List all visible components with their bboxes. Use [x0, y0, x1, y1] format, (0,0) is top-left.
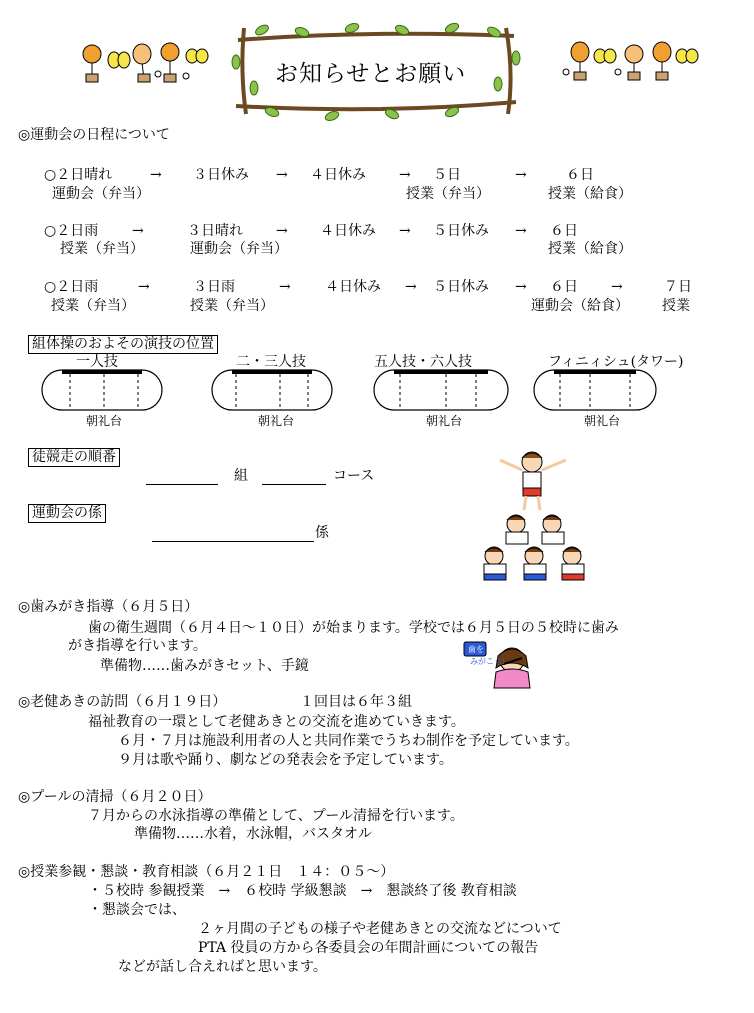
role-label: 係 [315, 525, 329, 541]
schedule-row1-event6: 授業（給食） [548, 186, 632, 202]
field-diagram-finish [532, 368, 658, 412]
position-label-five-six: 五人技・六人技 [374, 354, 472, 370]
position-label-pairs: 二・三人技 [236, 354, 306, 370]
position-label-finish: フィニィシュ(タワー) [548, 354, 684, 370]
duty-heading: 運動会の係 [28, 504, 106, 523]
arrow: → [611, 279, 623, 295]
role-blank [152, 527, 314, 547]
schedule-row2-event2: 授業（弁当） [60, 241, 144, 257]
stage-label: 朝礼台 [426, 414, 463, 428]
teeth-body-line1: 歯の衛生週間（６月４日～１０日）が始まります。学校では６月５日の５校時に歯み [88, 620, 619, 636]
flower-butterfly-decoration-right [562, 38, 702, 82]
arrow: → [276, 167, 288, 183]
schedule-row1-event2: 運動会（弁当） [52, 186, 150, 202]
schedule-row2-day2: ○２日雨 [44, 223, 99, 239]
schedule-row1-day4: ４日休み [310, 167, 366, 183]
teeth-items: 準備物……歯みがきセット、手鏡 [100, 658, 309, 674]
race-heading: 徒競走の順番 [28, 448, 120, 467]
elderly-line3: ９月は歌や踊り、劇などの発表会を予定しています。 [118, 752, 453, 768]
field-diagram-five-six [372, 368, 510, 412]
schedule-row1-day3: ３日休み [193, 167, 249, 183]
arrow: → [279, 279, 291, 295]
course-blank [262, 470, 326, 490]
schedule-row2-event3: 運動会（弁当） [190, 241, 288, 257]
schedule-row3-event3: 授業（弁当） [190, 298, 274, 314]
teeth-badge-line2: みがこう! [470, 657, 506, 666]
schedule-row3-day2: ○２日雨 [44, 279, 99, 295]
arrow: → [132, 223, 144, 239]
teeth-heading: ◎歯みがき指導（６月５日） [18, 599, 199, 615]
elderly-line1: 福祉教育の一環として老健あきとの交流を進めていきます。 [88, 714, 465, 730]
schedule-row3-day3: ３日雨 [193, 279, 235, 295]
elderly-line2: ６月・７月は施設利用者の人と共同作業でうちわ制作を予定しています。 [118, 733, 579, 749]
visit-line3: ２ヶ月間の子どもの様子や老健あきとの交流などについて [198, 921, 562, 937]
field-diagram-pairs [210, 368, 334, 412]
schedule-row3-event7: 授業 [662, 298, 690, 314]
visit-line4: PTA 役員の方から各委員会の年間計画についての報告 [198, 940, 539, 956]
schedule-row2-day3: ３日晴れ [187, 223, 243, 239]
schedule-row3-day6: ６日 [550, 279, 578, 295]
arrow: → [399, 223, 411, 239]
schedule-row1-day6: ６日 [566, 167, 594, 183]
gymnastics-heading: 組体操のおよその演技の位置 [28, 335, 218, 354]
teeth-body-line2: がき指導を行います。 [68, 638, 207, 654]
arrow: → [138, 279, 150, 295]
arrow: → [515, 167, 527, 183]
arrow: → [405, 279, 417, 295]
schedule-row2-day6: ６日 [550, 223, 578, 239]
field-diagram-solo [40, 368, 164, 412]
human-pyramid-illustration [478, 448, 588, 598]
visit-heading: ◎授業参観・懇談・教育相談（６月２１日 １４：０５～） [18, 864, 395, 880]
arrow: → [399, 167, 411, 183]
elderly-note: １回目は６年３組 [300, 694, 412, 710]
page-title: お知らせとお願い [275, 61, 467, 87]
pool-heading: ◎プールの清掃（６月２０日） [18, 789, 212, 805]
arrow: → [276, 223, 288, 239]
schedule-row2-event6: 授業（給食） [548, 241, 632, 257]
class-blank [146, 470, 218, 490]
elderly-heading: ◎老健あきの訪問（６月１９日） [18, 694, 227, 710]
position-label-solo: 一人技 [76, 354, 118, 370]
schedule-row1-day5: ５日 [433, 167, 461, 183]
visit-line5: などが話し合えればと思います。 [118, 959, 327, 975]
pool-items: 準備物……水着，水泳帽，バスタオル [134, 826, 372, 842]
schedule-row3-day4: ４日休み [325, 279, 381, 295]
schedule-row3-day7: ７日 [664, 279, 692, 295]
arrow: → [150, 167, 162, 183]
schedule-row1-day2: ○２日晴れ [44, 167, 113, 183]
teeth-badge-line1: 歯を [468, 645, 484, 654]
arrow: → [515, 223, 527, 239]
schedule-heading: ◎運動会の日程について [18, 127, 170, 143]
schedule-row2-day5: ５日休み [433, 223, 489, 239]
visit-line2: ・懇談会では、 [88, 902, 186, 918]
course-label: コース [333, 468, 375, 484]
stage-label: 朝礼台 [86, 414, 123, 428]
flower-butterfly-decoration-left [78, 40, 218, 82]
stage-label: 朝礼台 [584, 414, 621, 428]
visit-line1: ・５校時 参観授業 → ６校時 学級懇談 → 懇談終了後 教育相談 [88, 883, 517, 899]
schedule-row2-day4: ４日休み [320, 223, 376, 239]
schedule-row3-day5: ５日休み [433, 279, 489, 295]
schedule-row3-event2: 授業（弁当） [51, 298, 135, 314]
stage-label: 朝礼台 [258, 414, 295, 428]
pool-line1: ７月からの水泳指導の準備として、プール清掃を行います。 [88, 808, 464, 824]
arrow: → [515, 279, 527, 295]
schedule-row3-event6: 運動会（給食） [531, 298, 629, 314]
class-label: 組 [234, 468, 248, 484]
schedule-row1-event5: 授業（弁当） [406, 186, 490, 202]
